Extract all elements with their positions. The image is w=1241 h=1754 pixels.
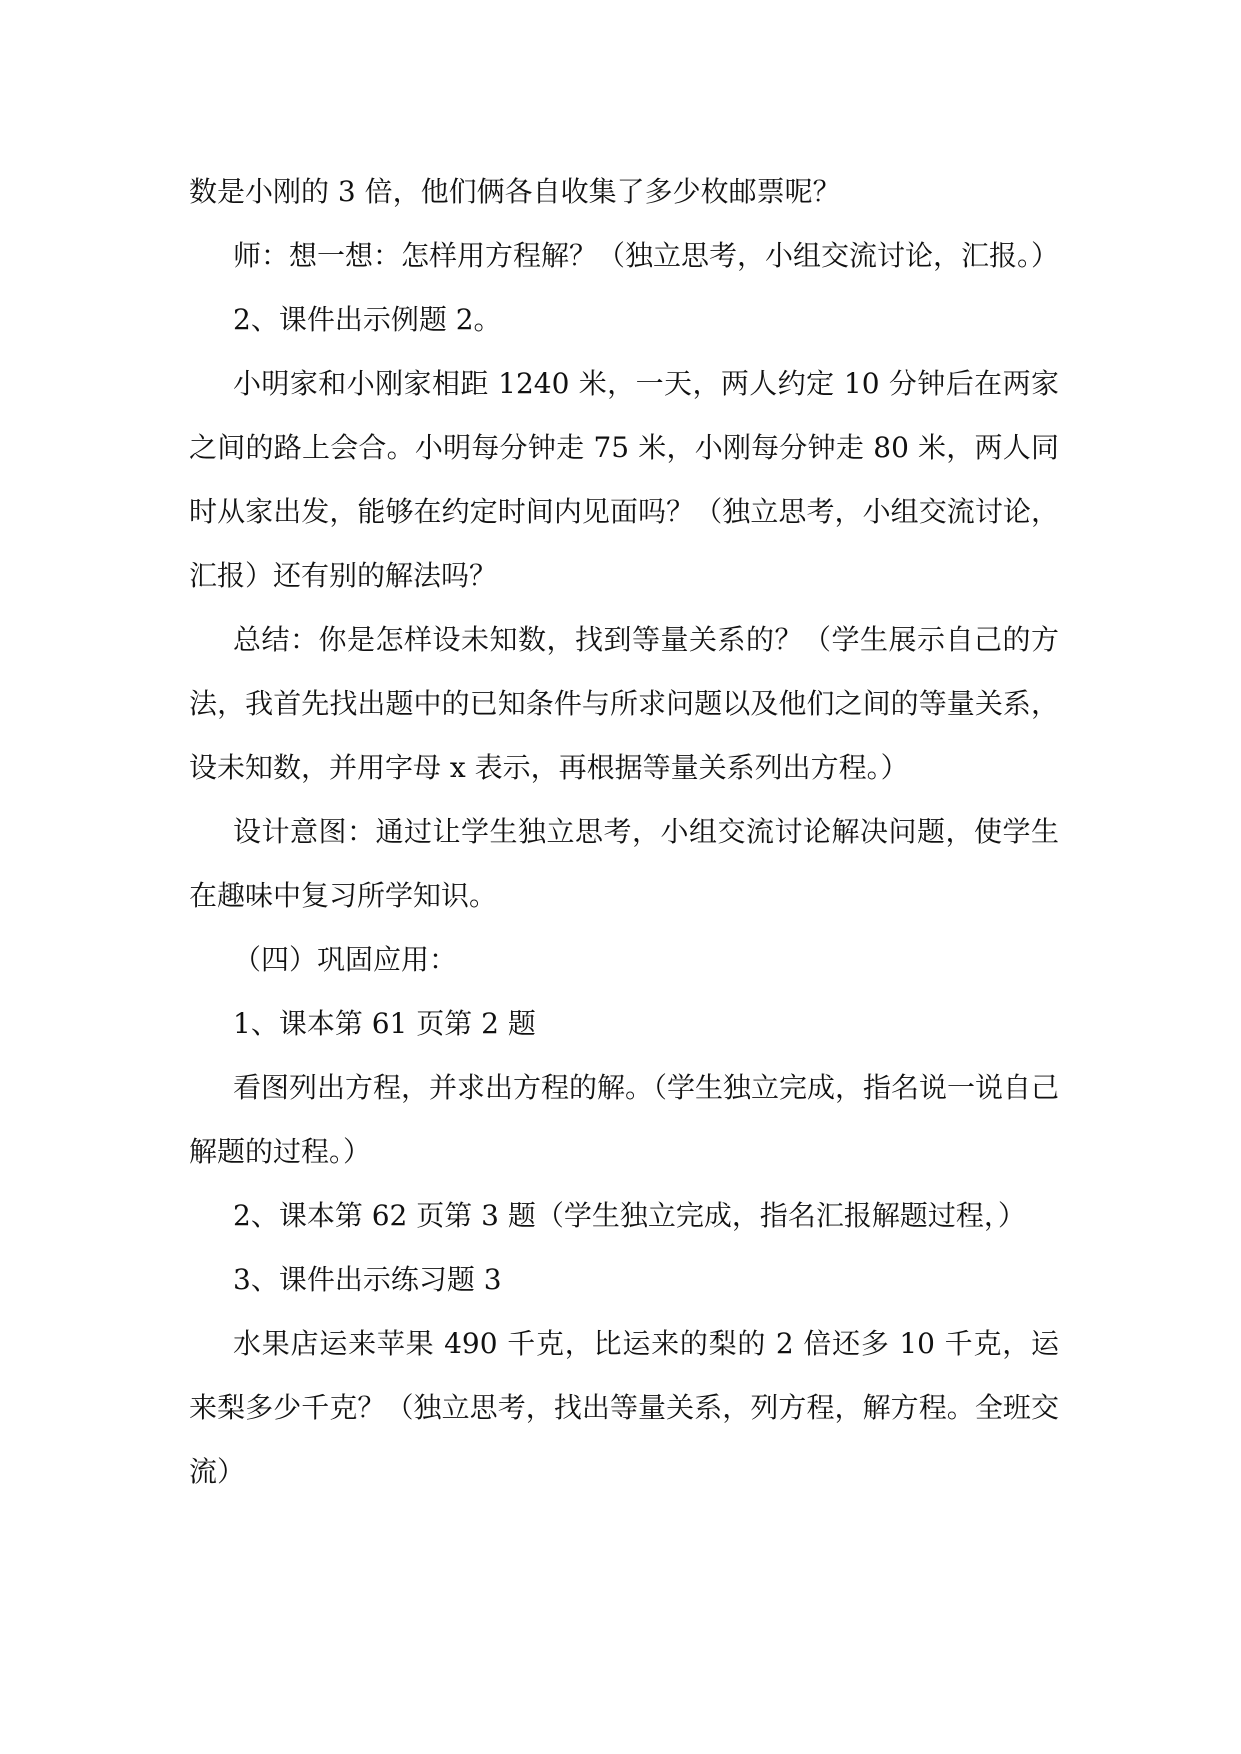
paragraph-exercise-1-heading: 1、课本第 61 页第 2 题 xyxy=(233,1007,536,1040)
paragraph-stamp-question-continuation: 数是小刚的 3 倍，他们俩各自收集了多少枚邮票呢？ xyxy=(189,175,841,208)
paragraph-design-intent: 设计意图：通过让学生独立思考，小组交流讨论解决问题，使学生在趣味中复习所学知识。 xyxy=(189,815,1059,912)
paragraph-example-2-heading: 2、课件出示例题 2。 xyxy=(233,303,502,336)
paragraph-exercise-1-instruction: 看图列出方程，并求出方程的解。（学生独立完成，指名说一说自己解题的过程。） xyxy=(189,1071,1060,1168)
paragraph-teacher-prompt: 师：想一想：怎样用方程解？（独立思考，小组交流讨论，汇报。） xyxy=(233,239,1060,272)
paragraph-exercise-2: 2、课本第 62 页第 3 题（学生独立完成，指名汇报解题过程，） xyxy=(233,1199,1026,1232)
paragraph-exercise-3-heading: 3、课件出示练习题 3 xyxy=(233,1263,502,1296)
section-heading-consolidation: （四）巩固应用： xyxy=(233,943,458,976)
paragraph-example-2-problem: 小明家和小刚家相距 1240 米，一天，两人约定 10 分钟后在两家之间的路上会合。小明每分钟走 75 米，小刚每分钟走 80 米，两人同时从家出发，能够在约定时间内见面吗？（独立思考，小组交流讨论，汇报）还有别的解法吗？ xyxy=(189,367,1059,592)
document-body xyxy=(189,160,1059,1504)
paragraph-summary: 总结：你是怎样设未知数，找到等量关系的？（学生展示自己的方法，我首先找出题中的已知条件与所求问题以及他们之间的等量关系，设未知数，并用字母 x 表示，再根据等量关系列出方程。） xyxy=(189,623,1059,784)
paragraph-exercise-3-problem: 水果店运来苹果 490 千克，比运来的梨的 2 倍还多 10 千克，运来梨多少千克？（独立思考，找出等量关系，列方程，解方程。全班交流） xyxy=(189,1327,1059,1488)
